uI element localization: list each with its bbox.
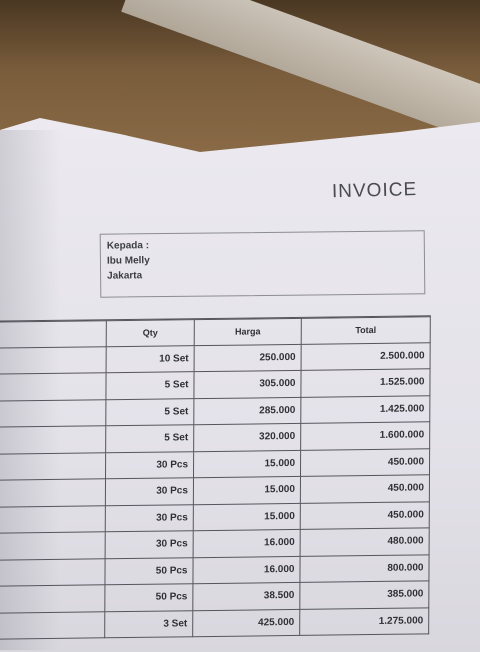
header-total: Total (302, 316, 431, 344)
price-cell: 285.000 (194, 397, 301, 425)
header-price: Harga (195, 318, 302, 346)
recipient-box (100, 230, 426, 297)
price-cell: 15.000 (194, 450, 301, 478)
price-cell: 16.000 (194, 530, 301, 558)
item-description-cell (0, 506, 106, 534)
total-cell: 385.000 (300, 581, 429, 609)
qty-cell: 30 Pcs (106, 531, 194, 559)
total-cell: 1.425.000 (301, 396, 430, 424)
header-cell-description (0, 320, 107, 348)
recipient-city: Jakarta (107, 270, 143, 282)
total-cell: 450.000 (301, 475, 430, 503)
total-cell: 2.500.000 (302, 343, 431, 371)
qty-cell: 10 Set (107, 346, 195, 374)
qty-cell: 30 Pcs (106, 505, 194, 533)
price-cell: 16.000 (193, 556, 300, 584)
qty-cell: 5 Set (106, 372, 194, 400)
invoice-title: INVOICE (331, 179, 418, 203)
price-cell: 250.000 (195, 344, 302, 372)
table-row (0, 608, 429, 640)
item-description-cell (0, 612, 105, 640)
total-cell: 480.000 (301, 528, 430, 556)
qty-cell: 5 Set (106, 425, 194, 453)
price-cell: 320.000 (194, 424, 301, 452)
item-description-cell (0, 453, 106, 481)
header-qty: Qty (107, 319, 195, 347)
price-cell: 305.000 (194, 371, 301, 399)
total-cell: 1.275.000 (300, 608, 429, 636)
item-description-cell (0, 373, 107, 401)
recipient-label: Kepada : (106, 240, 150, 252)
item-description-cell (0, 426, 106, 454)
qty-cell: 30 Pcs (106, 452, 194, 480)
total-cell: 800.000 (300, 555, 429, 583)
invoice-table (0, 315, 431, 639)
total-cell: 450.000 (301, 449, 430, 477)
item-description-cell (0, 347, 107, 375)
item-description-cell (0, 585, 105, 613)
total-cell: 1.600.000 (301, 422, 430, 450)
item-description-cell (0, 532, 106, 560)
price-cell: 15.000 (194, 503, 301, 531)
recipient-name: Ibu Melly (106, 255, 150, 267)
qty-cell: 30 Pcs (106, 478, 194, 506)
price-cell: 38.500 (193, 583, 300, 611)
qty-cell: 3 Set (105, 611, 193, 639)
total-cell: 1.525.000 (301, 369, 430, 397)
qty-cell: 5 Set (106, 399, 194, 427)
item-description-cell (0, 479, 106, 507)
price-cell: 15.000 (194, 477, 301, 505)
total-cell: 450.000 (301, 502, 430, 530)
price-cell: 425.000 (193, 609, 300, 637)
item-description-cell (0, 400, 106, 428)
qty-cell: 50 Pcs (105, 584, 193, 612)
item-description-cell (0, 559, 106, 587)
qty-cell: 50 Pcs (105, 558, 193, 586)
